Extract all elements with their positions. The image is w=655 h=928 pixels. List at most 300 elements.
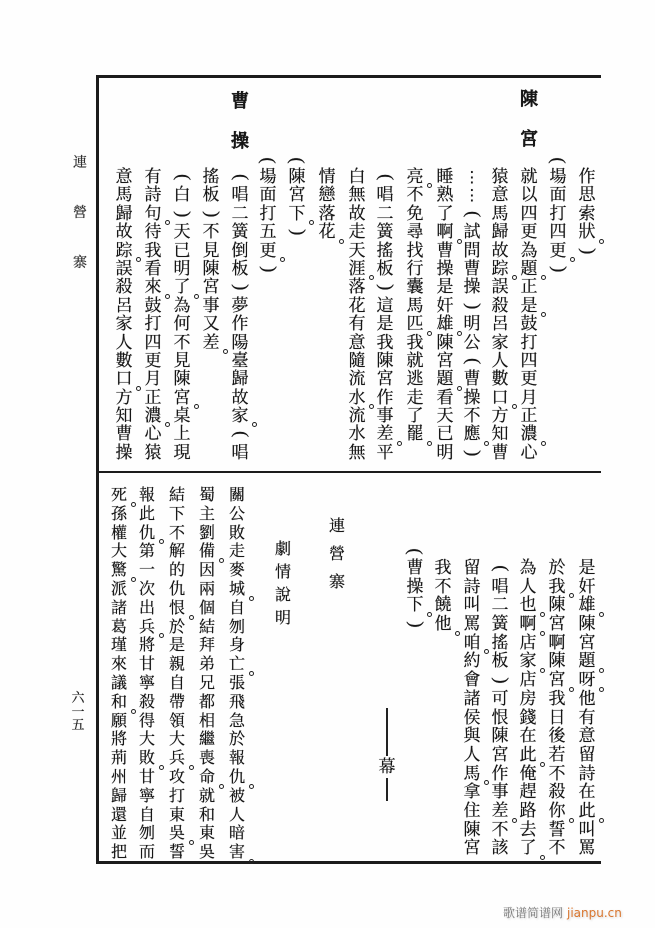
glyph: 唱	[231, 185, 249, 206]
glyph: 結	[198, 616, 215, 636]
glyph: 曹	[463, 369, 481, 390]
glyph: 此	[138, 503, 155, 523]
glyph: 操	[463, 277, 481, 298]
glyph: 打	[549, 203, 567, 224]
glyph: 呂	[115, 295, 133, 316]
period-mark	[189, 840, 194, 845]
glyph: 說	[274, 585, 291, 604]
ellipsis-mark: ⋮	[464, 168, 480, 186]
glyph: 問	[463, 240, 481, 261]
paren-glyph: )	[230, 284, 252, 291]
glyph: 行	[406, 258, 424, 279]
glyph: 陳	[548, 595, 566, 616]
glyph: 口	[489, 389, 511, 407]
glyph: 約	[463, 651, 481, 672]
glyph: 急	[228, 710, 245, 730]
period-mark	[159, 765, 164, 770]
glyph: 操	[231, 131, 249, 152]
glyph: 已	[436, 424, 454, 445]
glyph: 數	[115, 350, 133, 371]
glyph: 殺	[548, 782, 566, 803]
glyph: 叫	[578, 819, 596, 840]
glyph: 更	[144, 350, 162, 371]
glyph: 仇	[136, 524, 158, 543]
glyph: 會	[463, 670, 481, 691]
glyph: 場	[549, 167, 567, 187]
period-mark	[159, 633, 164, 638]
glyph: 把	[110, 842, 127, 862]
glyph: 濃	[142, 407, 164, 425]
glyph: 殺	[138, 691, 155, 711]
glyph: 解	[168, 541, 185, 561]
glyph: 恨	[166, 599, 188, 618]
glyph: 是	[578, 558, 596, 578]
glyph: 寧	[138, 785, 155, 805]
glyph: 流	[348, 369, 366, 390]
glyph: 數	[491, 369, 509, 390]
glyph: 打	[520, 332, 538, 353]
glyph: 諸	[463, 688, 481, 709]
glyph: 情	[318, 167, 336, 187]
glyph: 人	[228, 804, 245, 824]
glyph: 帶	[168, 691, 185, 711]
glyph: 瑾	[110, 635, 127, 655]
glyph: 曹	[406, 558, 424, 578]
glyph: 差	[374, 425, 396, 443]
glyph: 兄	[198, 672, 215, 692]
glyph: 歸	[115, 203, 133, 224]
glyph: 饒	[434, 595, 452, 616]
glyph: 呂	[491, 314, 509, 335]
glyph: 甘	[138, 654, 155, 674]
synopsis-line	[108, 486, 130, 862]
glyph: 題	[434, 370, 456, 388]
glyph: 面	[549, 185, 567, 206]
glyph: 猿	[144, 442, 162, 463]
glyph: 作	[491, 763, 509, 784]
glyph: 思	[578, 185, 596, 206]
glyph: 和	[198, 804, 215, 824]
period-mark	[189, 615, 194, 620]
glyph: 陳	[376, 350, 394, 371]
glyph: 害	[226, 843, 248, 862]
glyph: 宮	[376, 369, 394, 390]
glyph: 來	[142, 278, 164, 296]
glyph: 不	[173, 332, 191, 353]
synopsis-line	[226, 486, 248, 862]
glyph: 喪	[198, 748, 215, 768]
glyph: 四	[520, 350, 538, 371]
glyph: 方	[491, 406, 509, 427]
glyph: 就	[520, 167, 538, 187]
glyph: 奸	[578, 576, 596, 597]
glyph: 意	[578, 726, 596, 747]
glyph: 為	[519, 558, 537, 578]
glyph: 殺	[115, 277, 133, 298]
paren-glyph: (	[462, 210, 484, 218]
glyph: 趕	[519, 782, 537, 803]
glyph: 操	[406, 576, 424, 597]
glyph: 兵	[166, 749, 188, 768]
glyph: 諸	[110, 597, 127, 617]
glyph: 蜀	[198, 485, 215, 504]
glyph: 意	[491, 185, 509, 206]
glyph: 馬	[461, 765, 483, 784]
glyph: 歸	[110, 785, 127, 805]
glyph: 看	[144, 258, 162, 279]
synopsis-line	[196, 486, 218, 862]
watermark	[503, 904, 622, 921]
glyph: 兵	[136, 618, 158, 637]
glyph: 鼓	[520, 314, 538, 335]
glyph: 公	[463, 332, 481, 353]
glyph: 我	[144, 240, 162, 261]
glyph: 拜	[198, 635, 215, 655]
glyph: 無	[348, 442, 366, 463]
paren-glyph: )	[287, 229, 309, 236]
glyph: 啊	[434, 223, 456, 241]
glyph: 該	[491, 838, 509, 859]
glyph: 寨	[73, 255, 87, 271]
glyph: 宮	[548, 614, 566, 635]
glyph: 故	[348, 203, 366, 224]
glyph: 和	[108, 693, 130, 712]
glyph: 相	[198, 710, 215, 730]
glyph: 宮	[288, 185, 306, 206]
watermark-domain[interactable]: jianpu.cn	[567, 906, 622, 920]
glyph: 故	[491, 240, 509, 261]
glyph: 吳	[198, 842, 215, 862]
glyph: 簧	[376, 222, 394, 243]
glyph: 天	[348, 240, 366, 261]
glyph: 宮	[520, 129, 538, 150]
glyph: 人	[115, 332, 133, 353]
glyph: 五	[259, 222, 277, 243]
glyph: 罷	[404, 425, 426, 443]
synopsis-line	[136, 486, 158, 862]
glyph: 方	[115, 387, 133, 408]
synopsis-heading	[271, 537, 295, 629]
glyph: 咱	[461, 634, 483, 653]
glyph: 水	[346, 389, 368, 407]
glyph: 日	[548, 707, 566, 728]
glyph: 故	[231, 387, 249, 408]
glyph: 更	[547, 242, 569, 260]
glyph: 自	[228, 597, 245, 617]
glyph: 流	[348, 406, 366, 427]
glyph: 月	[520, 387, 538, 408]
glyph: 踪	[113, 242, 135, 260]
glyph: 句	[142, 205, 164, 223]
glyph: 宮	[578, 632, 596, 653]
glyph: 曹	[231, 91, 249, 112]
glyph: 天	[436, 406, 454, 427]
glyph: 明	[436, 442, 454, 463]
glyph: 馬	[115, 185, 133, 206]
glyph: 意	[348, 332, 366, 353]
glyph: 唱	[376, 185, 394, 206]
paren-glyph: )	[462, 449, 484, 457]
glyph: 甘	[138, 766, 155, 786]
glyph: 罵	[578, 838, 596, 859]
glyph: 房	[519, 688, 537, 709]
glyph: 誓	[168, 842, 185, 862]
glyph: 備	[196, 542, 218, 561]
glyph: 正	[144, 387, 162, 408]
glyph: 不	[548, 838, 566, 859]
glyph: 他	[432, 615, 454, 634]
glyph: 口	[113, 370, 135, 388]
glyph: 踪	[489, 260, 511, 278]
glyph: 奸	[436, 295, 454, 316]
glyph: 二	[231, 203, 249, 224]
paren-glyph: )	[172, 210, 194, 218]
period-mark	[189, 765, 194, 770]
glyph: 啊	[548, 632, 566, 653]
glyph: 曹	[463, 258, 481, 279]
glyph: 歸	[491, 222, 509, 243]
glyph: 更	[257, 242, 279, 260]
glyph: 東	[168, 804, 185, 824]
glyph: 宮	[463, 838, 481, 859]
glyph: 明	[173, 258, 191, 279]
glyph: 你	[546, 802, 568, 821]
glyph: 何	[173, 314, 191, 335]
glyph: 六	[71, 691, 85, 706]
glyph: 更	[520, 369, 538, 390]
glyph: 錢	[519, 707, 537, 728]
glyph: 人	[519, 576, 537, 597]
paren-glyph: (	[490, 565, 512, 572]
glyph: 明	[463, 314, 481, 335]
glyph: 搖	[376, 240, 394, 261]
glyph: 我	[548, 688, 566, 709]
period-mark	[219, 558, 224, 563]
glyph: 城	[226, 580, 248, 599]
glyph: 待	[144, 222, 162, 243]
glyph: 馬	[406, 295, 424, 316]
glyph: 議	[110, 672, 127, 692]
glyph: 陳	[463, 819, 481, 840]
glyph: 匹	[404, 315, 426, 333]
glyph: 誓	[548, 819, 566, 840]
glyph: 桌	[173, 406, 191, 427]
glyph: 都	[198, 691, 215, 711]
glyph: 他	[578, 688, 596, 709]
glyph: 板	[231, 258, 249, 279]
curtain-label: 幕	[378, 757, 396, 777]
glyph: 更	[520, 222, 538, 243]
glyph: 公	[228, 503, 245, 523]
glyph: 雄	[434, 315, 456, 333]
glyph: 弟	[198, 654, 215, 674]
glyph: 大	[168, 729, 185, 749]
glyph: 又	[202, 314, 220, 335]
glyph: 罵	[463, 614, 481, 635]
glyph: 涯	[346, 260, 368, 278]
glyph: 連	[73, 155, 87, 171]
glyph: 宮	[171, 389, 193, 407]
synopsis-line	[166, 486, 188, 862]
glyph: 睡	[436, 167, 454, 187]
glyph: 了	[436, 203, 454, 224]
glyph: 來	[110, 654, 127, 674]
glyph: 落	[318, 203, 336, 224]
glyph: 走	[228, 541, 245, 561]
glyph: 見	[173, 350, 191, 371]
glyph: 差	[489, 802, 511, 821]
glyph: 荊	[110, 748, 127, 768]
glyph: 後	[548, 726, 566, 747]
glyph: 家	[491, 332, 509, 353]
glyph: 親	[168, 654, 185, 674]
glyph: 被	[228, 785, 245, 805]
glyph: 打	[168, 785, 185, 805]
glyph: 營	[328, 544, 345, 563]
glyph: 刎	[228, 616, 245, 636]
glyph: 劇	[274, 539, 291, 558]
glyph: 與	[463, 726, 481, 747]
glyph: 操	[463, 387, 481, 408]
glyph: 打	[144, 314, 162, 335]
glyph: 以	[520, 185, 538, 206]
paren-glyph: (	[404, 548, 426, 555]
glyph: 亮	[404, 168, 426, 186]
glyph: 面	[259, 185, 277, 206]
glyph: 誤	[115, 258, 133, 279]
glyph: 是	[436, 277, 454, 298]
glyph: 去	[519, 819, 537, 840]
glyph: 陳	[491, 726, 509, 747]
paren-glyph: )	[577, 247, 599, 254]
glyph: 派	[110, 578, 127, 598]
glyph: 尋	[406, 222, 424, 243]
glyph: 花	[348, 295, 366, 316]
glyph: 戀	[318, 185, 336, 206]
paren-glyph: (	[375, 174, 397, 181]
glyph: 陳	[578, 614, 596, 635]
glyph: 歸	[231, 369, 249, 390]
period-mark	[131, 502, 136, 507]
glyph: 劉	[198, 522, 215, 542]
glyph: 身	[228, 635, 245, 655]
glyph: 正	[520, 277, 538, 298]
glyph: 領	[168, 710, 185, 730]
glyph: 我	[406, 332, 424, 353]
glyph: 吳	[166, 824, 188, 843]
glyph: 仇	[226, 768, 248, 787]
glyph: 不	[202, 222, 220, 243]
glyph: 若	[548, 744, 566, 765]
paren-glyph: )	[405, 621, 427, 628]
paren-glyph: (	[172, 174, 194, 181]
glyph: 是	[168, 635, 185, 655]
glyph: 囊	[406, 277, 424, 298]
glyph: 此	[517, 746, 539, 765]
glyph: 願	[110, 710, 127, 730]
glyph: 一	[138, 560, 155, 580]
glyph: 下	[404, 596, 426, 615]
glyph: 人	[463, 744, 481, 765]
glyph: 濃	[518, 425, 540, 443]
glyph: 作	[231, 314, 249, 335]
glyph: 宮	[436, 350, 454, 371]
glyph: 啊	[517, 615, 539, 634]
glyph: 報	[228, 748, 245, 768]
glyph: 看	[436, 387, 454, 408]
glyph: 已	[173, 240, 191, 261]
paren-glyph: (	[257, 157, 279, 164]
glyph: 人	[491, 350, 509, 371]
glyph: 陳	[173, 369, 191, 390]
glyph: 攻	[168, 766, 185, 786]
glyph: 就	[198, 785, 215, 805]
glyph: 得	[138, 710, 155, 730]
ellipsis-mark: ⋮	[464, 186, 480, 205]
glyph: 夢	[231, 295, 249, 316]
glyph: 我	[434, 558, 452, 578]
glyph: 隨	[348, 350, 366, 371]
glyph: 熟	[436, 185, 454, 206]
glyph: 還	[110, 804, 127, 824]
glyph: 店	[519, 632, 537, 653]
glyph: 營	[73, 205, 87, 221]
glyph: 陽	[231, 332, 249, 353]
period-mark	[131, 709, 136, 714]
glyph: 不	[463, 406, 481, 427]
glyph: 曹	[115, 424, 133, 445]
glyph: 作	[578, 167, 596, 187]
glyph: 陳	[548, 651, 566, 672]
paren-glyph: )	[201, 210, 223, 218]
glyph: 落	[348, 277, 366, 298]
glyph: 事	[202, 295, 220, 316]
glyph: 而	[138, 842, 155, 862]
glyph: 打	[259, 203, 277, 224]
glyph: 有	[144, 167, 162, 187]
glyph: 下	[286, 205, 308, 223]
glyph: 葛	[110, 616, 127, 636]
glyph: 走	[406, 387, 424, 408]
glyph: 誤	[491, 277, 509, 298]
glyph: 簧	[491, 614, 509, 635]
glyph: 飛	[228, 691, 245, 711]
glyph: 兩	[198, 578, 215, 598]
glyph: 俺	[519, 763, 537, 784]
glyph: 陳	[520, 89, 538, 110]
paren-glyph: (	[547, 157, 569, 164]
glyph: 結	[168, 485, 185, 504]
glyph: 板	[491, 651, 509, 672]
glyph: 可	[491, 688, 509, 709]
glyph: 情	[274, 562, 291, 581]
glyph: 我	[376, 332, 394, 353]
glyph: 不	[406, 185, 424, 206]
glyph: 了	[406, 406, 424, 427]
glyph: 逃	[406, 369, 424, 390]
glyph: 五	[71, 718, 85, 733]
glyph: 也	[517, 596, 539, 615]
glyph: 家	[229, 407, 251, 425]
glyph: 免	[406, 203, 424, 224]
glyph: 知	[491, 424, 509, 445]
glyph: 宮	[491, 744, 509, 765]
glyph: 猿	[491, 167, 509, 187]
paren-glyph: )	[548, 265, 570, 273]
glyph: 臺	[231, 350, 249, 371]
glyph: 這	[376, 295, 394, 316]
glyph: 四	[144, 332, 162, 353]
